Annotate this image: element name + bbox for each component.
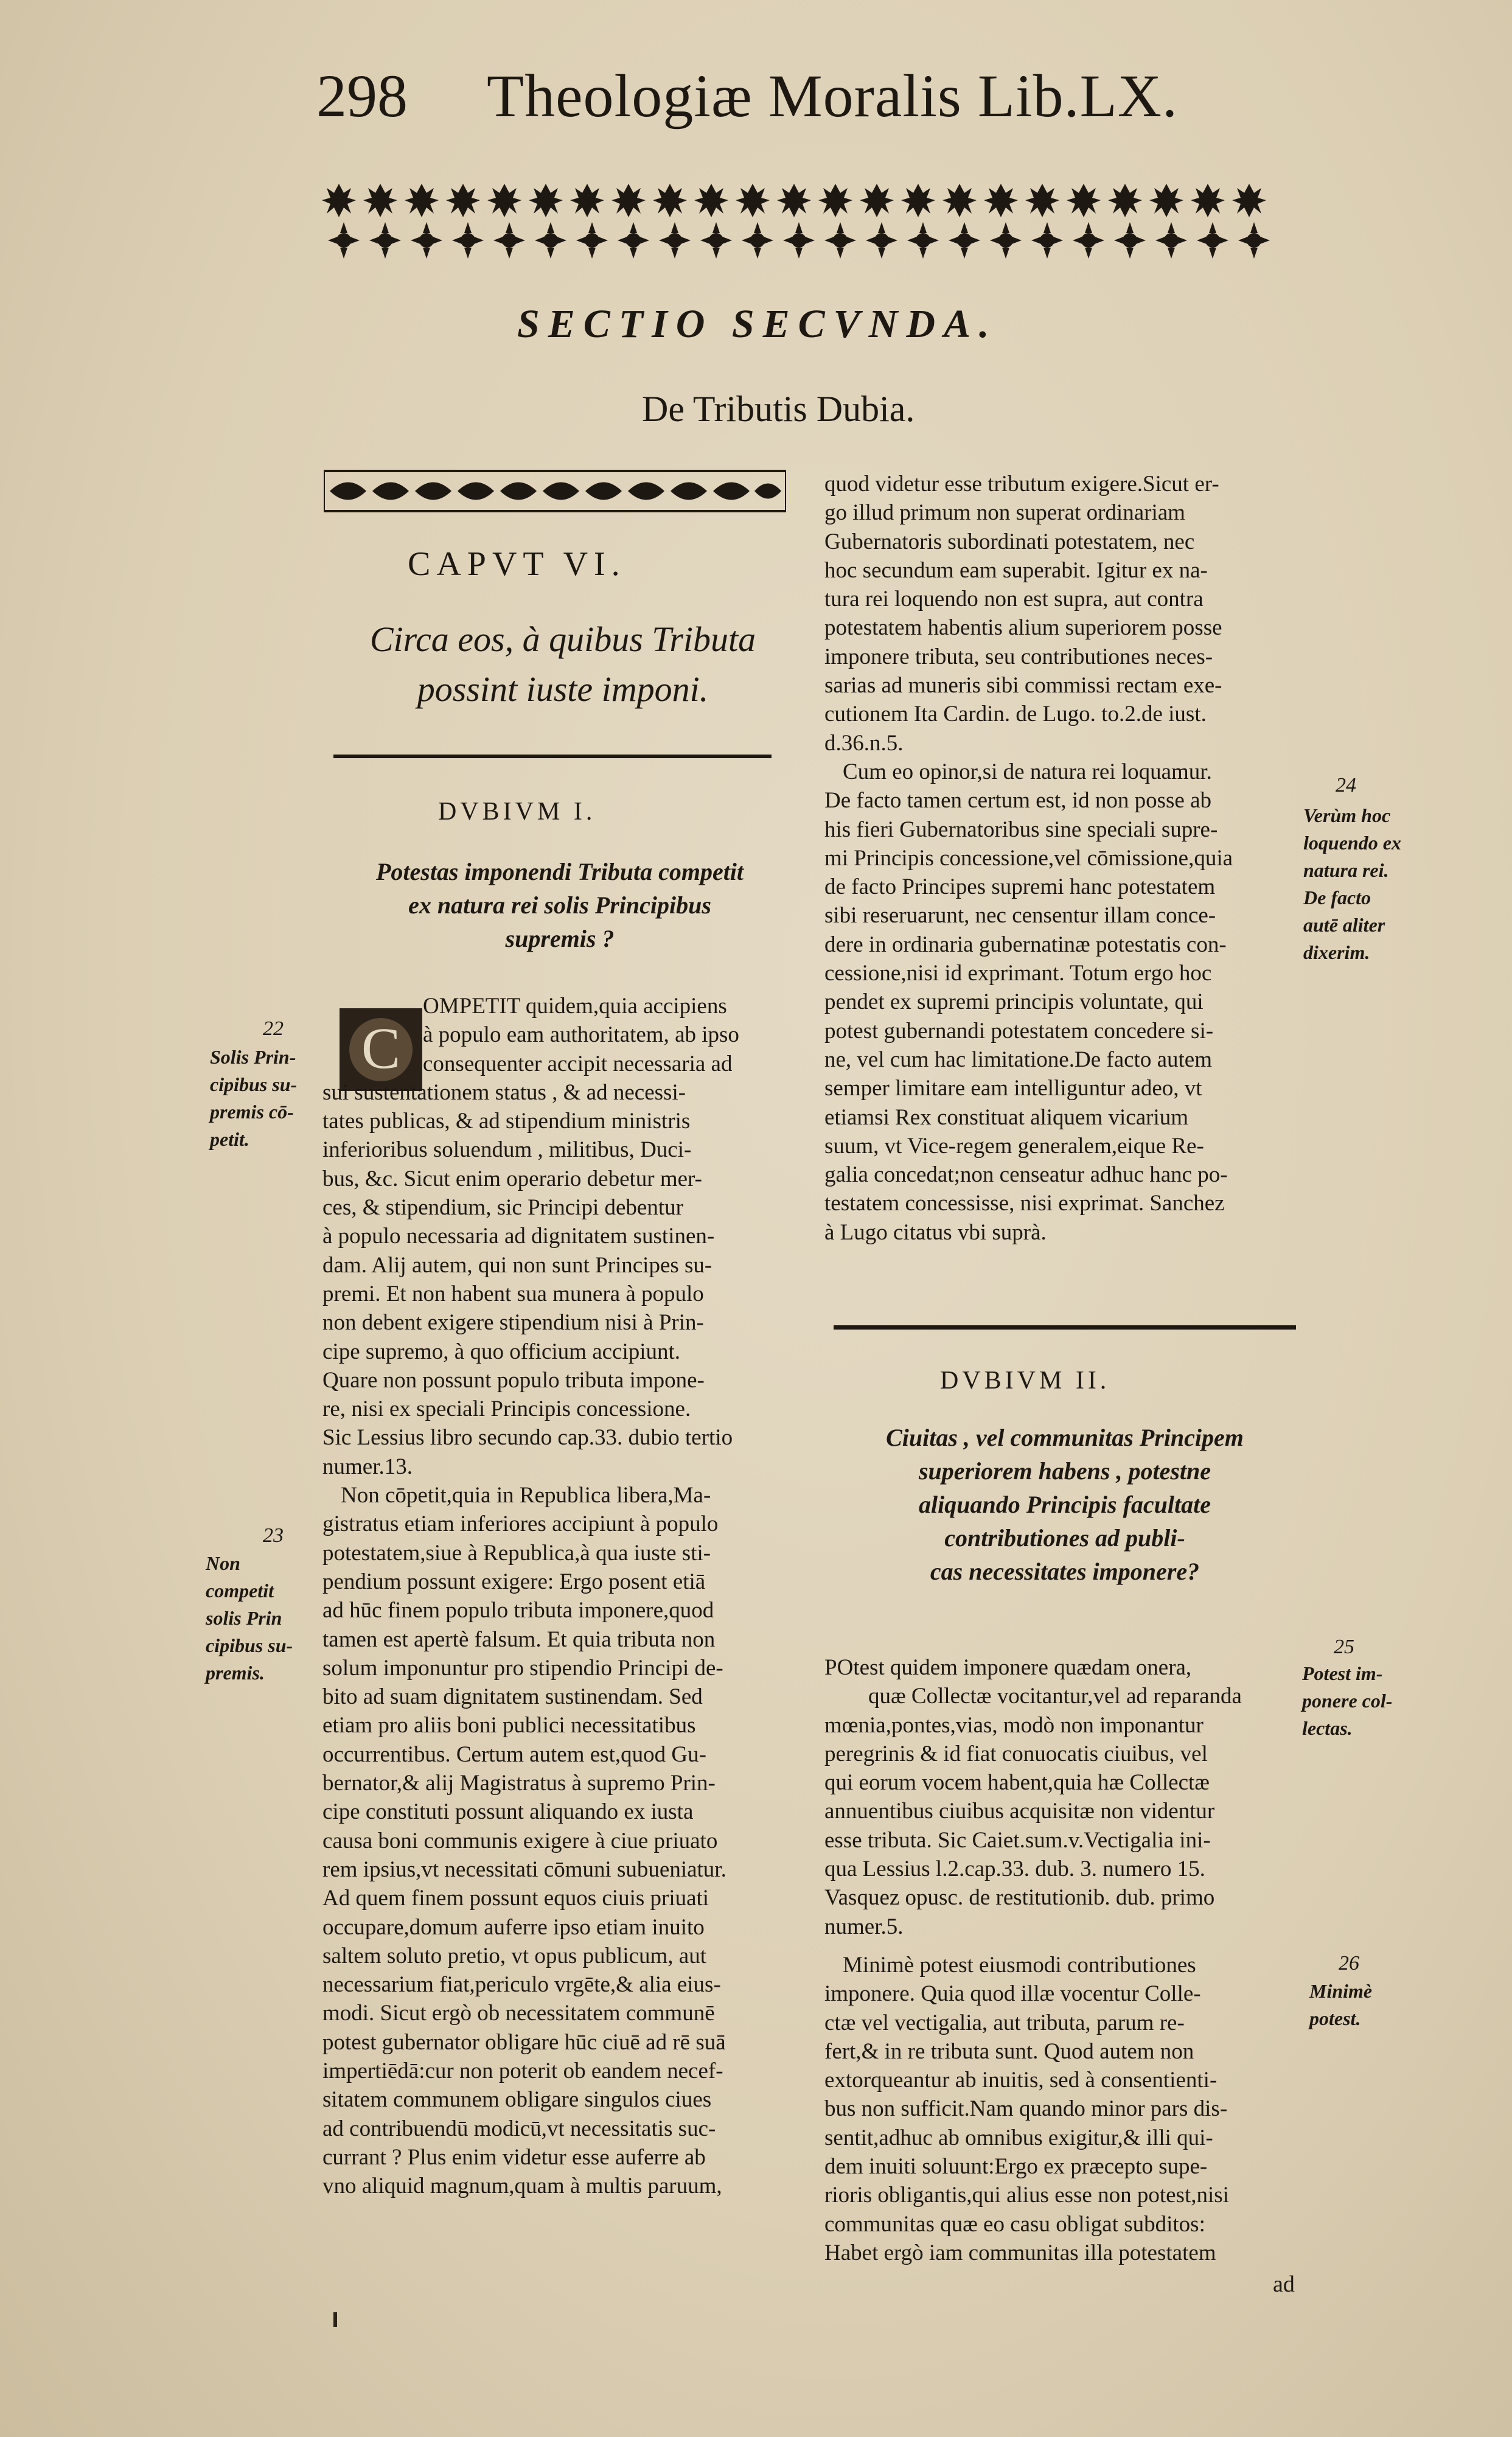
section-rule [333, 755, 772, 758]
caput-subtitle-line: possint iuste imponi. [417, 669, 709, 709]
catchword: ad [1273, 2271, 1295, 2297]
question-line: ex natura rei solis Principibus [408, 891, 711, 919]
fleuron-ornament-band [319, 173, 1293, 265]
dubium-title: DVBIVM I. [438, 798, 596, 826]
caput-subtitle-line: Circa eos, à quibus Tributa [369, 619, 756, 659]
margin-number: 24 [1336, 774, 1356, 797]
section-title: SECTIO SECVNDA. [517, 302, 998, 346]
running-title: Theologiæ Moralis Lib.LX. [487, 62, 1178, 130]
margin-number: 25 [1334, 1636, 1354, 1658]
paragraph: OMPETIT quidem,quia accipiens à populo eam authoritatem, ab ipso consequenter accipit necessaria ad sui sustentationem status , & ad necessi- tates publicas, & ad stipendium ministris inferioribus soluendum , militibus, Duci- bus, &c. Sicut enim operario debetur mer- ces, & stipendium, sic Principi debentur à populo necessaria ad dignitatem sustinen- dam. Alij autem, qui non sunt Principes su- premi. Et non habent sua munera à populo non debent exigere stipendium nisi à Prin- cipe supremo, à quo officium accipiunt. Quare non possunt populo tributa impone- re, nisi ex speciali Principis concessione. Sic Lessius libro secundo cap.33. dubio tertio numer.13. [322, 994, 739, 1479]
margin-note: Non competit solis Prin cipibus su- premis. [206, 1552, 293, 1684]
margin-note: Potest im- ponere col- lectas. [1302, 1662, 1393, 1739]
margin-note: Verùm hoc loquendo ex natura rei. De facto autē aliter dixerim. [1303, 804, 1401, 963]
paragraph: Minimè potest eiusmodi contributiones imponere. Quia quod illæ vocentur Colle- ctæ vel vectigalia, aut tributa, parum re- fert,& in re tributa sunt. Quod autem non extorqueantur ab inuitis, sed à consentienti- bus non sufficit.Nam quando minor pars dis- sentit,adhuc ab omnibus exigitur,& illi qui- dem inuiti soluunt:Ergo ex præcepto supe- rioris obligantis,qui alius esse non potest,nisi communitas quæ eo casu obligat subditos: Habet ergò iam communitas illa potestatem [824, 1952, 1229, 2265]
caput-subtitle [329, 615, 797, 714]
right-column-body [824, 470, 1299, 1247]
question-line: Ciuitas , vel communitas Principem [886, 1424, 1244, 1451]
right-column-body [824, 1653, 1299, 2267]
paragraph: Cum eo opinor,si de natura rei loquamur. De facto tamen certum est, id non posse ab his fieri Gubernatoribus sine speciali supre- mi Principis concessione,vel cōmissione,quia de facto Principes supremi hanc potestatem sibi reseruarunt, nec censentur illam conce- dere in ordinaria gubernatinæ potestatis con- cessione,nisi id exprimant. Totum ergo hoc pendet ex supremi principis voluntate, qui potest gubernandi potestatem concedere si- ne, vel cum hac limitatione.De facto autem semper limitare eam intelliguntur adeo, vt etiamsi Rex constituat aliquem vicarium suum, vt Vice-regem generalem,eique Re- galia concedat;non censeatur adhuc hanc po- testatem concessisse, nisi exprimat. Sanchez à Lugo citatus vbi suprà. [824, 759, 1233, 1245]
question-line: superiorem habens , potestne [918, 1457, 1211, 1485]
question-line: contributiones ad publi- [944, 1524, 1185, 1552]
question-line: cas necessitates imponere? [930, 1558, 1200, 1585]
paragraph: POtest quidem imponere quædam onera, quæ Collectæ vocitantur,vel ad reparanda mœnia,pontes,vias, modò non imponantur peregrinis & id fiat conuocatis ciuibus, vel qui eorum vocem habent,quia hæ Collectæ annuentibus ciuibus acquisitæ non videntur esse tributa. Sic Caiet.sum.v.Vectigalia ini- qua Lessius l.2.cap.33. dub. 3. numero 15. Vasquez opusc. de restitutionib. dub. primo numer.5. [824, 1655, 1242, 1939]
caput-title: CAPVT VI. [408, 545, 626, 583]
margin-number: 26 [1339, 1952, 1359, 1975]
question-line: supremis ? [505, 925, 615, 952]
section-rule [834, 1325, 1296, 1330]
section-subtitle: De Tributis Dubia. [642, 389, 915, 429]
dubium-title: DVBIVM II. [940, 1367, 1110, 1395]
left-column-body [322, 992, 794, 2200]
ink-mark [333, 2312, 337, 2327]
caput-ornament-band [324, 469, 786, 514]
margin-note: Minimè potest. [1309, 1980, 1373, 2029]
dubium-question [821, 1421, 1308, 1588]
drop-cap-letter: C [361, 1016, 401, 1081]
dubium-question [316, 855, 803, 955]
page-number: 298 [316, 62, 408, 130]
paragraph: Non cōpetit,quia in Republica libera,Ma- gistratus etiam inferiores accipiunt à populo potestatem,siue à Republica,à qua iuste sti- pendium possunt exigere: Ergo posent etiā ad hūc finem populo tributa imponere,quod tamen est apertè falsum. Et quia tributa non solum imponuntur pro stipendio Principi de- bito ad suam dignitatem sustinendam. Sed etiam pro aliis boni publici necessitatibus occurrentibus. Certum autem est,quod Gu- bernator,& alij Magistratus à supremo Prin- cipe constituti possunt aliquando ex iusta causa boni communis exigere à ciue priuato rem ipsius,vt necessitati cōmuni subueniatur. Ad quem finem possunt equos ciuis priuati occupare,domum auferre ipso etiam inuito saltem soluto pretio, vt opus publicum, aut necessarium fiat,periculo vrgēte,& alia eius- modi. Sicut ergò ob necessitatem communē potest gubernator obligare hūc ciuē ad rē suā impertiēdā:cur non poterit ob eandem necef- sitatem communem obligare singulos ciues ad contribuendū modicū,vt necessitatis suc- currant ? Plus enim videtur esse auferre ab vno aliquid magnum,quam à multis paruum, [322, 1483, 726, 2199]
page-header [316, 61, 1217, 140]
question-line: Potestas imponendi Tributa competit [375, 858, 744, 885]
margin-number: 22 [263, 1017, 284, 1040]
question-line: aliquando Principis facultate [918, 1491, 1211, 1518]
margin-number: 23 [263, 1524, 284, 1547]
margin-note: Solis Prin- cipibus su- premis cō- petit. [210, 1046, 298, 1150]
paragraph: quod videtur esse tributum exigere.Sicut er- go illud primum non superat ordinariam Gubernatoris subordinati potestatem, nec hoc secundum eam superabit. Igitur ex na- tura rei loquendo non est supra, aut contra potestatem habentis alium superiorem posse imponere tributa, seu contributiones neces- sarias ad muneris sibi commissi rectam exe- cutionem Ita Cardin. de Lugo. to.2.de iust. d.36.n.5. [824, 472, 1222, 756]
